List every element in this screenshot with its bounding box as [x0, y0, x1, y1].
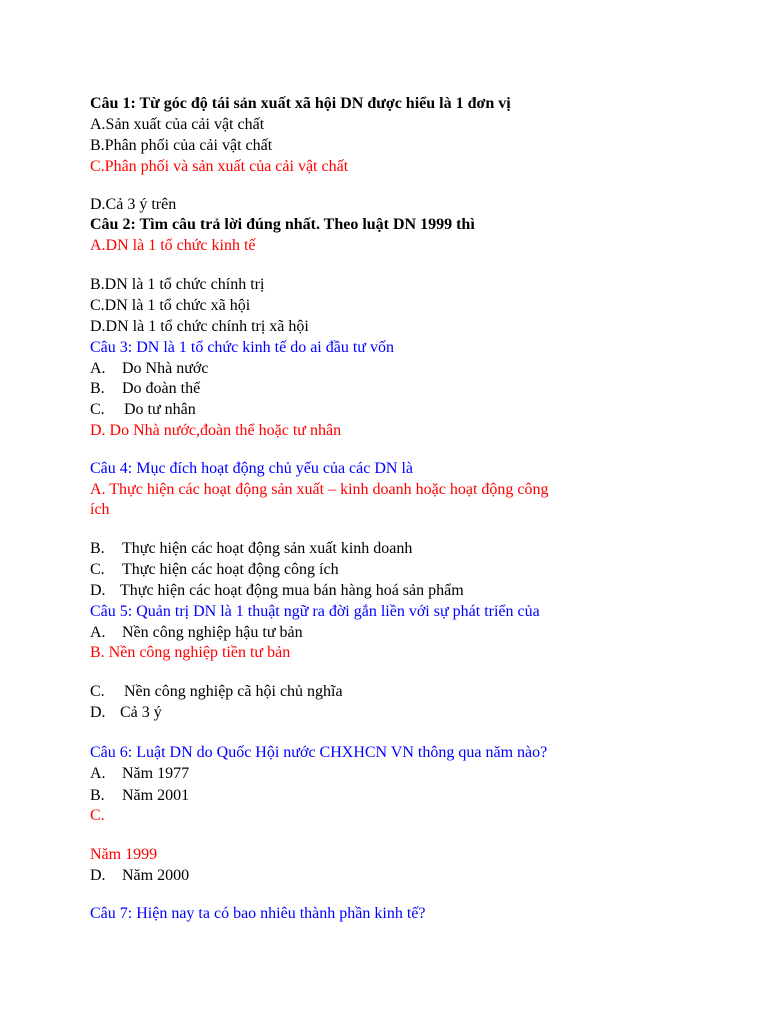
- q6-option-b: [90, 786, 189, 806]
- q5-option-b-answer: B. Nền công nghiệp tiền tư bản: [90, 644, 291, 661]
- q1-option-a: A.Sản xuất của cải vật chất: [90, 116, 265, 133]
- q3-option-b-letter: B.: [90, 380, 105, 397]
- q5-option-a-text: Nền công nghiệp hậu tư bản: [122, 624, 303, 641]
- q4-option-c-letter: C.: [90, 561, 105, 578]
- q3-option-b: [90, 379, 200, 399]
- q3-option-c-text: Do tư nhân: [124, 401, 196, 418]
- q3-option-c: [90, 400, 196, 420]
- q3-option-a: [90, 359, 208, 379]
- q6-option-d-text: Năm 2000: [122, 867, 190, 884]
- q6-option-d: [90, 866, 189, 886]
- q6-option-b-text: Năm 2001: [122, 787, 190, 804]
- q2-option-c: C.DN là 1 tổ chức xã hội: [90, 297, 251, 314]
- q6-option-c-text-answer: Năm 1999: [90, 846, 158, 863]
- q7-title: Câu 7: Hiện nay ta có bao nhiêu thành phần kinh tế?: [90, 905, 426, 922]
- q4-title: Câu 4: Mục đích hoạt động chủ yếu của các DN là: [90, 460, 414, 477]
- q3-title: Câu 3: DN là 1 tổ chức kinh tế do ai đầu tư vốn: [90, 339, 394, 356]
- q1-title: Câu 1: Từ góc độ tái sản xuất xã hội DN được hiểu là 1 đơn vị: [90, 95, 511, 112]
- q5-option-d: [90, 703, 162, 723]
- q2-option-b: B.DN là 1 tổ chức chính trị: [90, 276, 265, 293]
- q2-title: Câu 2: Tìm câu trả lời đúng nhất. Theo luật DN 1999 thì: [90, 216, 475, 233]
- q3-option-c-letter: C.: [90, 401, 105, 418]
- q3-option-d-answer: D. Do Nhà nước,đoàn thể hoặc tư nhân: [90, 422, 342, 439]
- q6-title: Câu 6: Luật DN do Quốc Hội nước CHXHCN VN thông qua năm nào?: [90, 744, 548, 761]
- q5-option-d-letter: D.: [90, 704, 106, 721]
- q5-title: Câu 5: Quản trị DN là 1 thuật ngữ ra đời gắn liền với sự phát triển của: [90, 603, 540, 620]
- q3-option-b-text: Do đoàn thể: [122, 380, 201, 397]
- q5-option-c-text: Nền công nghiệp cã hội chủ nghĩa: [124, 683, 343, 700]
- q6-option-a: [90, 764, 189, 784]
- q5-option-c: [90, 682, 343, 702]
- q4-option-d-letter: D.: [90, 582, 106, 599]
- q4-option-a-answer-line1: A. Thực hiện các hoạt động sản xuất – kinh doanh hoặc hoạt động công: [90, 481, 549, 498]
- q2-option-a-answer: A.DN là 1 tổ chức kinh tế: [90, 237, 256, 254]
- q1-option-b: B.Phân phối của cải vật chất: [90, 137, 273, 154]
- q4-option-b-letter: B.: [90, 540, 105, 557]
- q5-option-a-letter: A.: [90, 624, 106, 641]
- q3-option-a-text: Do Nhà nước: [122, 360, 209, 377]
- q6-option-a-letter: A.: [90, 765, 106, 782]
- q4-option-d-text: Thực hiện các hoạt động mua bán hàng hoá sản phẩm: [120, 582, 464, 599]
- q4-option-b-text: Thực hiện các hoạt động sản xuất kinh doanh: [122, 540, 413, 557]
- q1-option-d: D.Cả 3 ý trên: [90, 196, 177, 213]
- q4-option-b: [90, 539, 412, 559]
- q4-option-c-text: Thực hiện các hoạt động công ích: [122, 561, 339, 578]
- q5-option-d-text: Cả 3 ý: [120, 704, 162, 721]
- q6-option-a-text: Năm 1977: [122, 765, 190, 782]
- q5-option-c-letter: C.: [90, 683, 105, 700]
- q6-option-d-letter: D.: [90, 867, 106, 884]
- q2-option-d: D.DN là 1 tổ chức chính trị xã hội: [90, 318, 309, 335]
- q6-option-c-letter-answer: C.: [90, 807, 105, 824]
- q1-option-c-answer: C.Phân phối và sản xuất của cải vật chất: [90, 158, 349, 175]
- q5-option-a: [90, 623, 303, 643]
- q6-option-b-letter: B.: [90, 787, 105, 804]
- q4-option-c: [90, 560, 339, 580]
- q3-option-a-letter: A.: [90, 360, 106, 377]
- q4-option-d: [90, 581, 464, 601]
- q4-option-a-answer-line2: ích: [90, 501, 110, 518]
